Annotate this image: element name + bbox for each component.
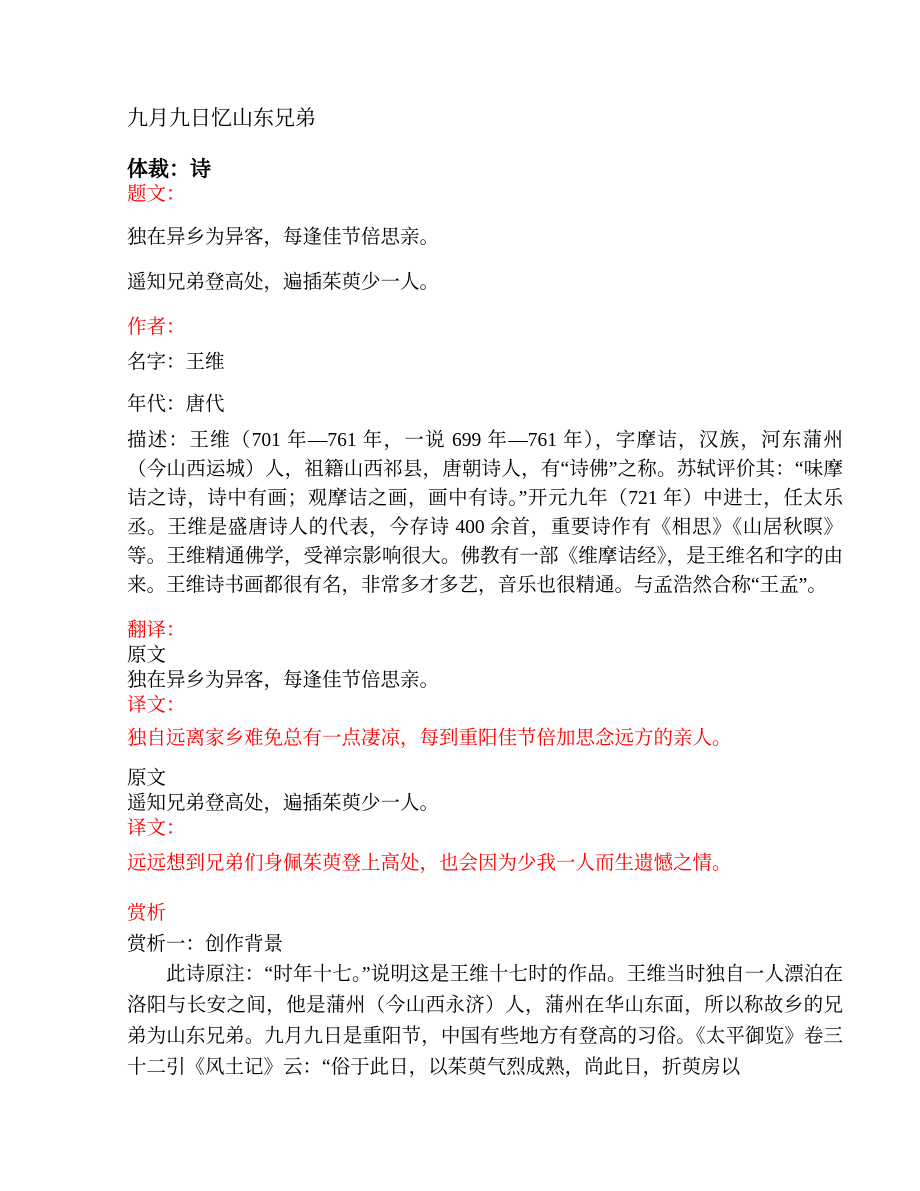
translation-block-1: [127, 643, 843, 751]
translation-block-2: [127, 766, 843, 876]
section-label-translation: 翻译：: [127, 620, 186, 641]
translation-text-1: 独自远离家乡难免总有一点凄凉，每到重阳佳节倍加思念远方的亲人。: [127, 728, 732, 749]
section-label-tiwen: 题文：: [127, 184, 186, 205]
document-page: [127, 0, 843, 1083]
poem-line-2: 遥知兄弟登高处，遍插茱萸少一人。: [127, 272, 440, 293]
genre-line: 体裁：诗: [127, 157, 211, 181]
poem-title: 九月九日忆山东兄弟: [127, 106, 316, 130]
poem-line-1: 独在异乡为异客，每逢佳节倍思亲。: [127, 227, 440, 248]
yiwen-label-2: 译文：: [127, 818, 186, 839]
section-label-analysis: 赏析: [127, 903, 167, 924]
analysis-paragraph: 此诗原注：“时年十七。”说明这是王维十七时的作品。王维当时独自一人漂泊在洛阳与长安之间，他是蒲州（今山西永济）人，蒲州在华山东面，所以称故乡的兄弟为山东兄弟。九月九日是重阳节，中国有些地方有登高的习俗。《太平御览》卷三十二引《风土记》云：“俗于此日，以茱萸气烈成熟，尚此日，折萸房以: [127, 964, 843, 1078]
author-era-line: 年代：唐代: [127, 394, 225, 415]
original-label-2: 原文: [127, 768, 167, 789]
section-label-author: 作者：: [127, 317, 186, 338]
original-label-1: 原文: [127, 645, 167, 666]
translation-text-2: 远远想到兄弟们身佩茱萸登上高处，也会因为少我一人而生遗憾之情。: [127, 853, 732, 874]
yiwen-label-1: 译文：: [127, 695, 186, 716]
original-line-1: 独在异乡为异客，每逢佳节倍思亲。: [127, 670, 440, 691]
author-name-line: 名字：王维: [127, 352, 225, 373]
original-line-2: 遥知兄弟登高处，遍插茱萸少一人。: [127, 793, 440, 814]
author-description: 描述：王维（701 年—761 年，一说 699 年—761 年），字摩诘，汉族，河东蒲州（今山西运城）人，祖籍山西祁县，唐朝诗人，有“诗佛”之称。苏轼评价其：“味摩诘之诗，诗中有画；观摩诘之画，画中有诗。”开元九年（721 年）中进士，任太乐丞。王维是盛唐诗人的代表，今存诗 400 余首，重要诗作有《相思》《山居秋暝》等。王维精通佛学，受禅宗影响很大。佛教有一部《维摩诘经》，是王维名和字的由来。王维诗书画都很有名，非常多才多艺，音乐也很精通。与孟浩然合称“王孟”。: [127, 430, 843, 596]
analysis-subtitle: 赏析一：创作背景: [127, 934, 284, 955]
